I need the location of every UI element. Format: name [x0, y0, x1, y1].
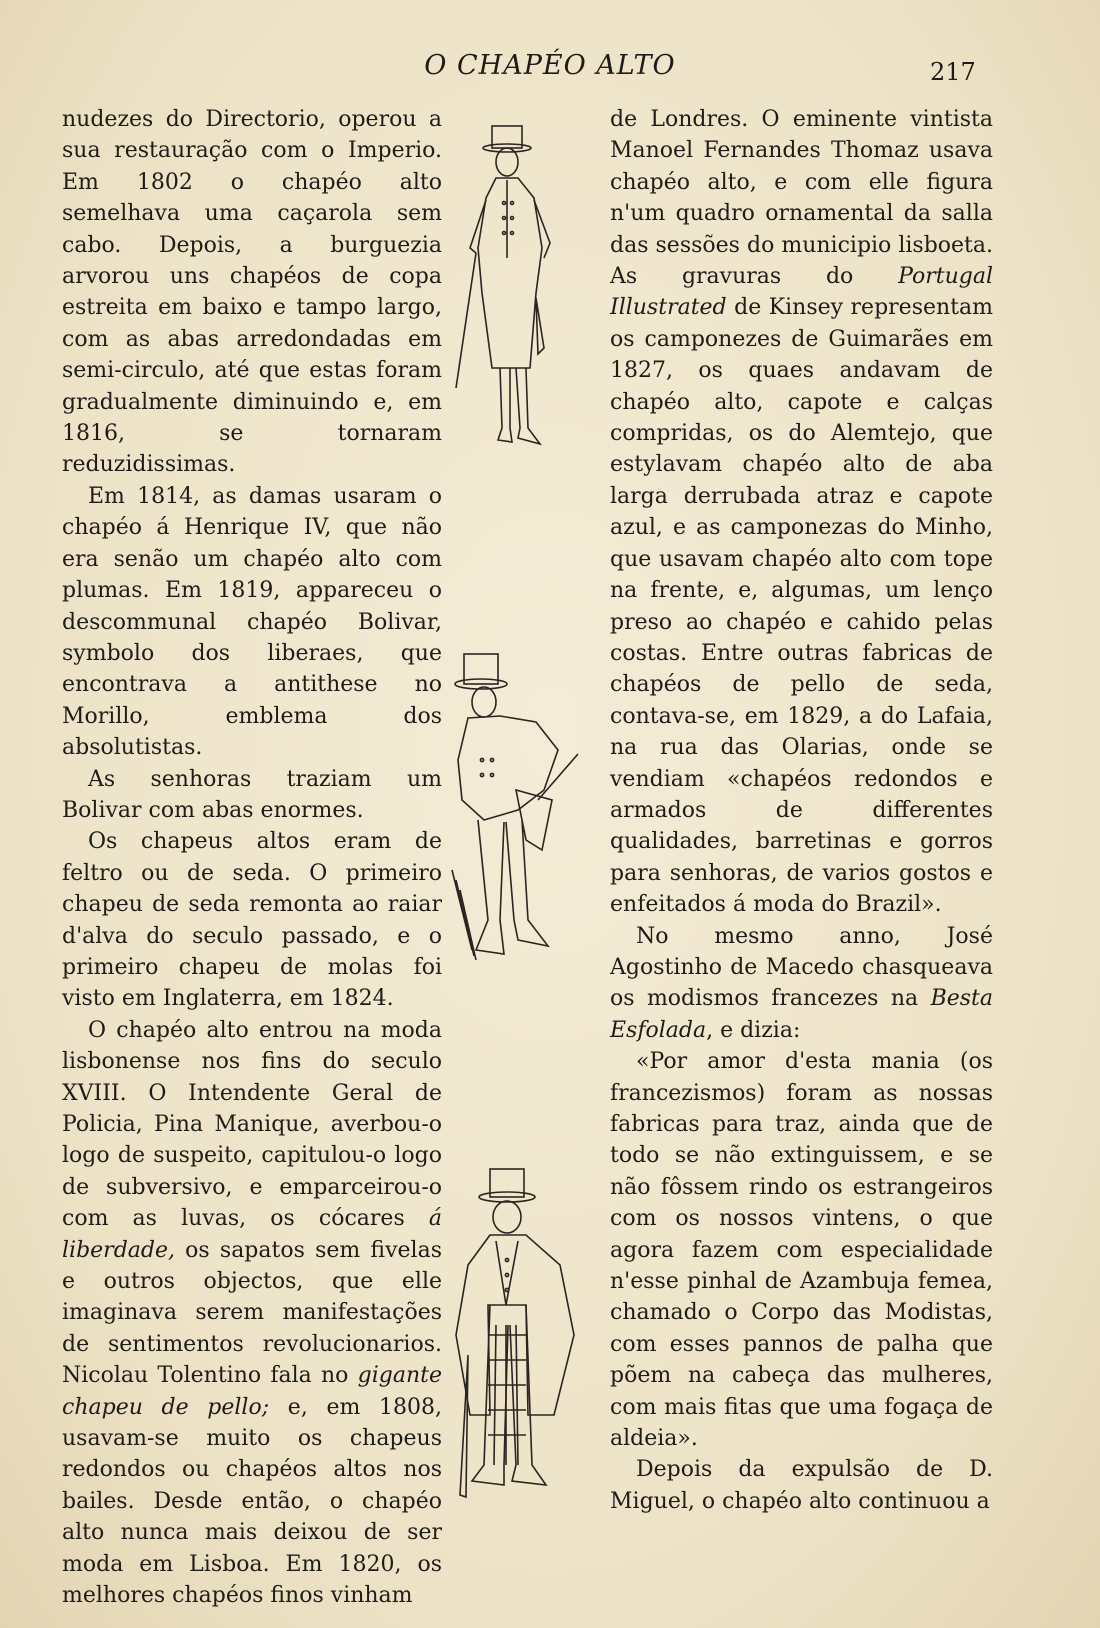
paragraph: nudezes do Directorio, operou a sua restauração com o Imperio. Em 1802 o chapéo alto semelhava uma caçarola sem cabo. Depois, a burguezia arvorou uns chapéos de copa estreita em baixo e tampo largo, com as abas arredondadas em semi-circulo, até que estas foram gradualmente diminuindo e, em 1816, se tornaram reduzidissimas. [62, 107, 442, 478]
paragraph: Depois da expulsão de D. Miguel, o chapéo alto continuou a [610, 1457, 993, 1514]
text-run: No mesmo anno, José Agostinho de Macedo chasqueava os modismos francezes na [610, 923, 993, 1012]
man-with-umbrella-drawing [448, 650, 608, 1000]
illustration-man-frock-coat [452, 118, 592, 478]
left-text-column [62, 104, 442, 1612]
paragraph: Os chapeus altos eram de feltro ou de seda. O primeiro chapeu de seda remonta ao raiar d'alva do seculo passado, e o primeiro chapeu de molas foi visto em Inglaterra, em 1824. [62, 829, 442, 1012]
man-with-cane-drawing [452, 118, 592, 478]
man-checked-trousers-drawing [450, 1165, 610, 1515]
text-run: O chapéo alto entrou na moda lisbonense nos fins do seculo XVIII. O Intendente Geral de Policia, Pina Manique, averbou-o logo de suspeito, capitulou-o logo de subversivo, e emparceirou-o com as luvas, os cócares [62, 1017, 442, 1232]
illustration-man-cape-umbrella [448, 650, 608, 1000]
text-run: e, em 1808, usavam-se muito os chapeus redondos ou chapéos altos nos bailes. Desde então, o chapéo alto nunca mais deixou de ser moda em Lisboa. Em 1820, os melhores chapéos finos vinham [62, 1394, 442, 1609]
italic-title: Besta Esfolada [610, 986, 993, 1043]
right-text-column [610, 104, 993, 1517]
text-run: de Londres. O eminente vintista Manoel Fernandes Thomaz usava chapéo alto, e com elle figura n'um quadro ornamental da salla das sessões do municipio lisboeta. As gravuras do [610, 107, 993, 290]
italic-phrase: á liberdade, [62, 1206, 442, 1263]
text-run: de Kinsey representam os camponezes de Guimarães em 1827, os quaes andavam de chapéo alto, capote e calças compridas, os do Alemtejo, que estylavam chapéo alto de aba larga derrubada atraz e capote azul, e as camponezas do Minho, que usavam chapéo alto com tope na frente, e, algumas, um lenço preso ao chapéo e cahido pelas costas. Entre outras fabricas de chapéos de pello de seda, contava-se, em 1829, a do Lafaia, na rua das Olarias, onde se vendiam «chapéos redondos e armados de differentes qualidades, barretinas e gorros para senhoras, de varios gostos e enfeitados á moda do Brazil». [610, 295, 993, 918]
italic-phrase: gigante chapeu de pello; [62, 1363, 442, 1420]
paragraph [610, 921, 993, 1047]
text-run: , e dizia: [706, 1017, 801, 1043]
quotation: «Por amor d'esta mania (os francezismos) foram as nossas fabricas para traz, ainda que de todo se não extinguissem, e se não fôssem rindo os estrangeiros com os nossos vintens, o que agora fazem com especialidade n'esse pinhal de Azambuja femea, chamado o Corpo das Modistas, com esses pannos de palha que põem na cabeça das mulheres, com mais fitas que uma fogaça de aldeia». [610, 1049, 993, 1452]
illustration-man-checked-trousers [450, 1165, 610, 1515]
paragraph [62, 1015, 442, 1612]
italic-title: Portugal Illustrated [610, 264, 993, 321]
paragraph: As senhoras traziam um Bolivar com abas enormes. [62, 766, 442, 823]
paragraph: Em 1814, as damas usaram o chapéo á Henrique IV, que não era senão um chapéo alto com plumas. Em 1819, appareceu o descommunal chapéo Bolivar, symbolo dos liberaes, que encontrava a antithese no Morillo, emblema dos absolutistas. [62, 483, 442, 761]
text-run: os sapatos sem fivelas e outros objectos, que elle imaginava serem manifestações de sentimentos revolucionarios. Nicolau Tolentino fala no [62, 1237, 442, 1389]
page-number: 217 [930, 58, 976, 86]
running-title: O CHAPÉO ALTO [424, 50, 676, 81]
paragraph [610, 104, 993, 921]
